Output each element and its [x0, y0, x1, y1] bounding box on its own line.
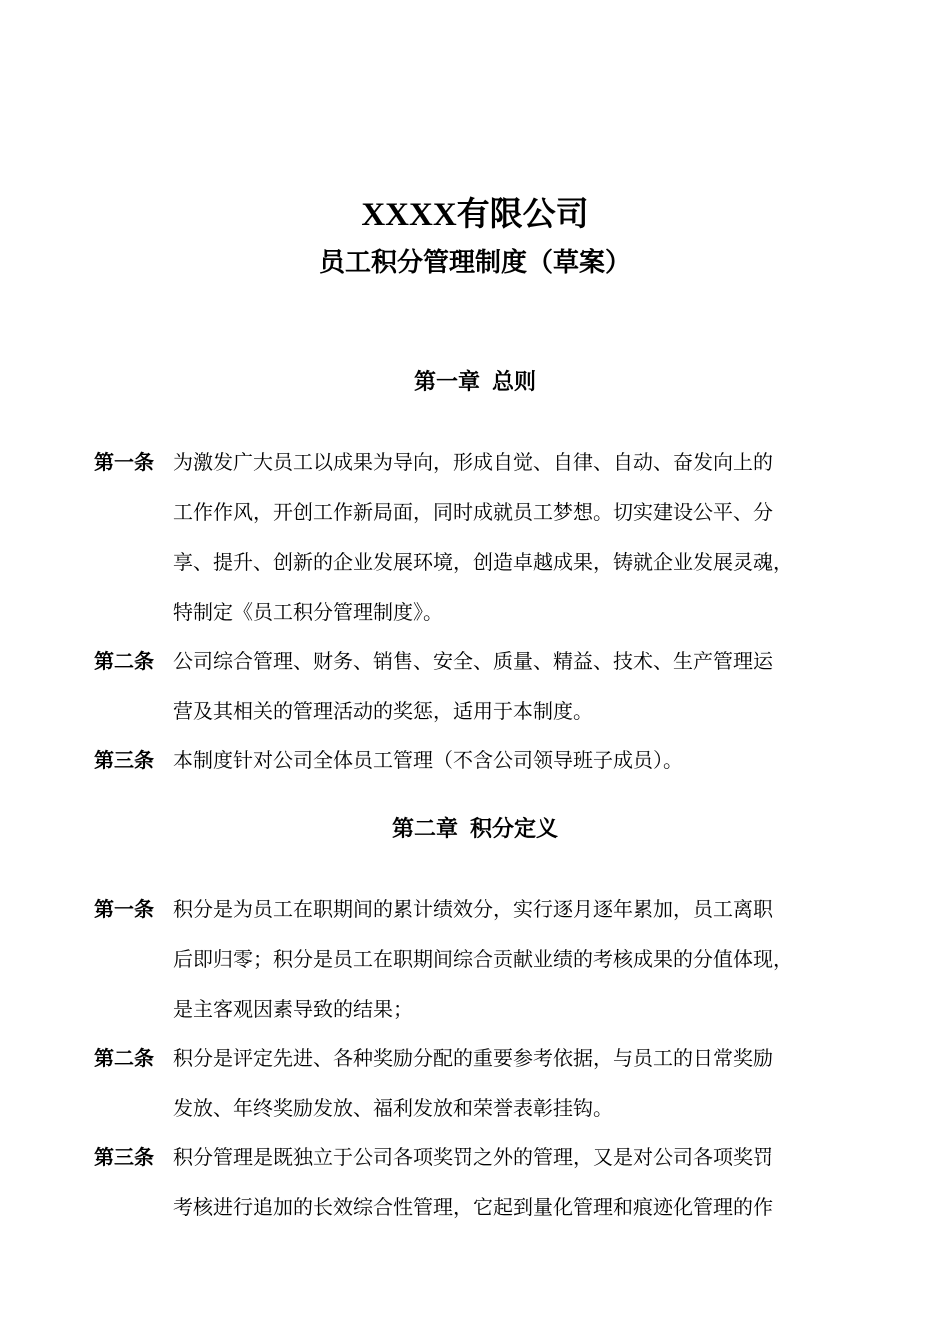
chapter-number: 第一章 [413, 370, 480, 395]
article-1-2 [94, 636, 874, 736]
article-label: 第三条 [94, 1145, 154, 1169]
article-line: 享、提升、创新的企业发展环境，创造卓越成果，铸就企业发展灵魂， [173, 550, 793, 574]
article-line: 是主客观因素导致的结果； [173, 997, 413, 1021]
article-label: 第二条 [94, 1046, 154, 1070]
article-2-2 [94, 1033, 874, 1133]
article-body [173, 1033, 863, 1133]
article-body [173, 636, 863, 736]
article-line: 考核进行追加的长效综合性管理，它起到量化管理和痕迹化管理的作 [173, 1195, 773, 1219]
article-line: 为激发广大员工以成果为导向，形成自觉、自律、自动、奋发向上的 [173, 450, 773, 474]
article-line: 营及其相关的管理活动的奖惩，适用于本制度。 [173, 699, 593, 723]
article-line: 公司综合管理、财务、销售、安全、质量、精益、技术、生产管理运 [173, 649, 773, 673]
article-label: 第二条 [94, 649, 154, 673]
chapter-number: 第二章 [391, 817, 458, 842]
chapter-name: 积分定义 [470, 817, 559, 842]
chapter-name: 总则 [492, 370, 537, 395]
article-line: 积分是为员工在职期间的累计绩效分，实行逐月逐年累加，员工离职 [173, 897, 773, 921]
article-2-3 [94, 1132, 874, 1232]
chapter-heading-1 [0, 367, 950, 399]
article-body [173, 1132, 863, 1232]
company-title-latin: XXXX [361, 197, 457, 233]
article-line: 积分是评定先进、各种奖励分配的重要参考依据，与员工的日常奖励 [173, 1046, 773, 1070]
article-line: 发放、年终奖励发放、福利发放和荣誉表彰挂钩。 [173, 1096, 613, 1120]
article-body [173, 735, 863, 785]
article-1-3 [94, 735, 874, 785]
document-title: 员工积分管理制度（草案） [318, 248, 631, 278]
article-line: 工作作风，开创工作新局面，同时成就员工梦想。切实建设公平、分 [173, 500, 773, 524]
article-body [173, 437, 863, 637]
company-title [0, 190, 950, 239]
article-label: 第三条 [94, 748, 154, 772]
article-label: 第一条 [94, 897, 154, 921]
article-line: 后即归零；积分是员工在职期间综合贡献业绩的考核成果的分值体现， [173, 947, 793, 971]
chapter-heading-2 [0, 814, 950, 846]
article-label: 第一条 [94, 450, 154, 474]
article-2-1 [94, 884, 874, 1034]
article-line: 积分管理是既独立于公司各项奖罚之外的管理，又是对公司各项奖罚 [173, 1145, 773, 1169]
company-title-cn: 有限公司 [456, 194, 589, 233]
article-body [173, 884, 863, 1034]
article-line: 本制度针对公司全体员工管理（不含公司领导班子成员）。 [173, 748, 683, 772]
article-line: 特制定《员工积分管理制度》。 [173, 600, 443, 624]
article-1-1 [94, 437, 874, 637]
